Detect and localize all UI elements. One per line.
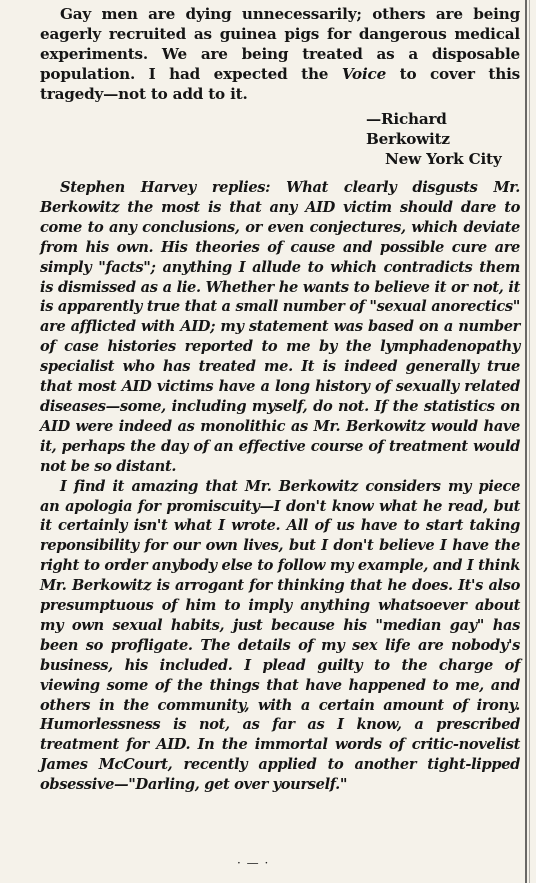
reply-paragraph-2: I find it amazing that Mr. Berkowitz considers my piece an apologia for promiscuity—I don't know what he read, but it certainly isn't what I wrote. All of us have to start taking reponsibility for our own lives, but I don't believe I have the right to order anybody else to follow my example, and I think Mr. Berkowitz is arrogant for thinking that he does. It's also presumptuous of him to imply anything whatsoever about my own sexual habits, just because his "median gay" has been so profligate. The details of my sex life are nobody's business, his included. I plead guilty to the charge of viewing some of the things that have happened to me, and others in the community, with a certain amount of irony. Humorlessness is not, as far as I know, a prescribed treatment for AID. In the immortal words of critic-novelist James McCourt, recently applied to another tight-lipped obsessive—"Darling, get over yourself." [40,477,520,794]
letters-column [40,4,520,795]
signature-name: —Richard Berkowitz [366,110,450,148]
letter-signature [40,109,520,169]
letter-body [40,4,520,104]
letter-text-before: Gay men are dying unnecessarily; others are being eagerly recruited as guinea pigs for dangerous medical experiments. We are being treated as a disposable population. I had expected the [40,5,520,83]
letter-text-after: to cover this tragedy—not to add to it. [40,65,521,103]
column-rule [525,0,527,883]
column-rule-faint [529,0,530,883]
publication-name: Voice [341,65,387,83]
end-mark: · — · [237,856,270,870]
signature-location: New York City [385,150,502,168]
reply-paragraph-1: Stephen Harvey replies: What clearly disgusts Mr. Berkowitz the most is that any AID victim should dare to come to any conclusions, or even conjectures, which deviate from his own. His theories of cause and possible cure are simply "facts"; anything I allude to which contradicts them is dismissed as a lie. Whether he wants to believe it or not, it is apparently true that a small number of "sexual anorectics" are afflicted with AID; my statement was based on a number of case histories reported to me by the lymphadenopathy specialist who has treated me. It is indeed generally true that most AID victims have a long history of sexually related diseases—some, including myself, do not. If the statistics on AID were indeed as monolithic as Mr. Berkowitz would have it, perhaps the day of an effective course of treatment would not be so distant. [40,179,520,475]
